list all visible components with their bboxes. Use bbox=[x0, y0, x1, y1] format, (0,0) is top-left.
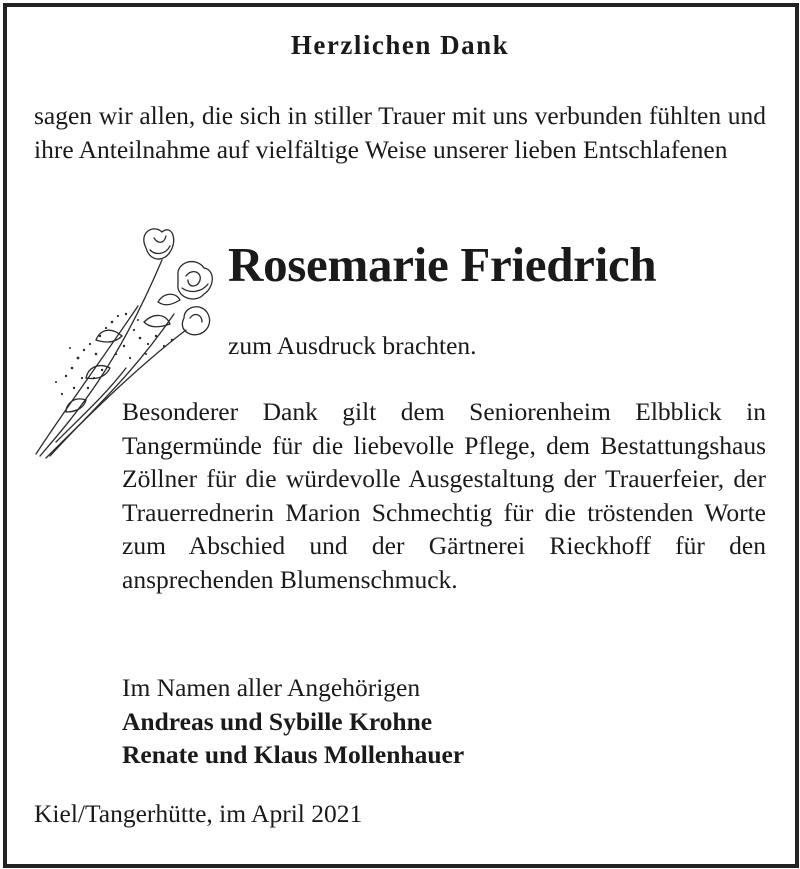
family-name-1: Andreas und Sybille Krohne bbox=[122, 706, 433, 736]
signoff-block bbox=[122, 671, 464, 772]
family-name-2: Renate und Klaus Mollenhauer bbox=[122, 740, 465, 770]
intro-paragraph: sagen wir allen, die sich in stiller Trauer mit uns verbunden fühlten und ihre Anteilnahme auf vielfältige Weise unserer lieben Entschlafenen bbox=[34, 101, 766, 164]
special-thanks-paragraph: Besonderer Dank gilt dem Seniorenheim Elbblick in Tangermünde für die liebevolle Pflege, dem Bestattungshaus Zöllner für die würdevolle Ausgestaltung der Trauerfeier, der Trauerrednerin Marion Schmechtig für die tröstenden Worte zum Abschied und der Gärtnerei Rieckhoff für den ansprechenden Blumenschmuck. bbox=[122, 397, 766, 594]
signoff-intro: Im Namen aller Angehörigen bbox=[122, 673, 421, 702]
expression-line: zum Ausdruck brachten. bbox=[228, 331, 477, 360]
place-date: Kiel/Tangerhütte, im April 2021 bbox=[34, 799, 363, 828]
notice-heading: Herzlichen Dank bbox=[290, 30, 510, 60]
deceased-name: Rosemarie Friedrich bbox=[228, 237, 657, 292]
